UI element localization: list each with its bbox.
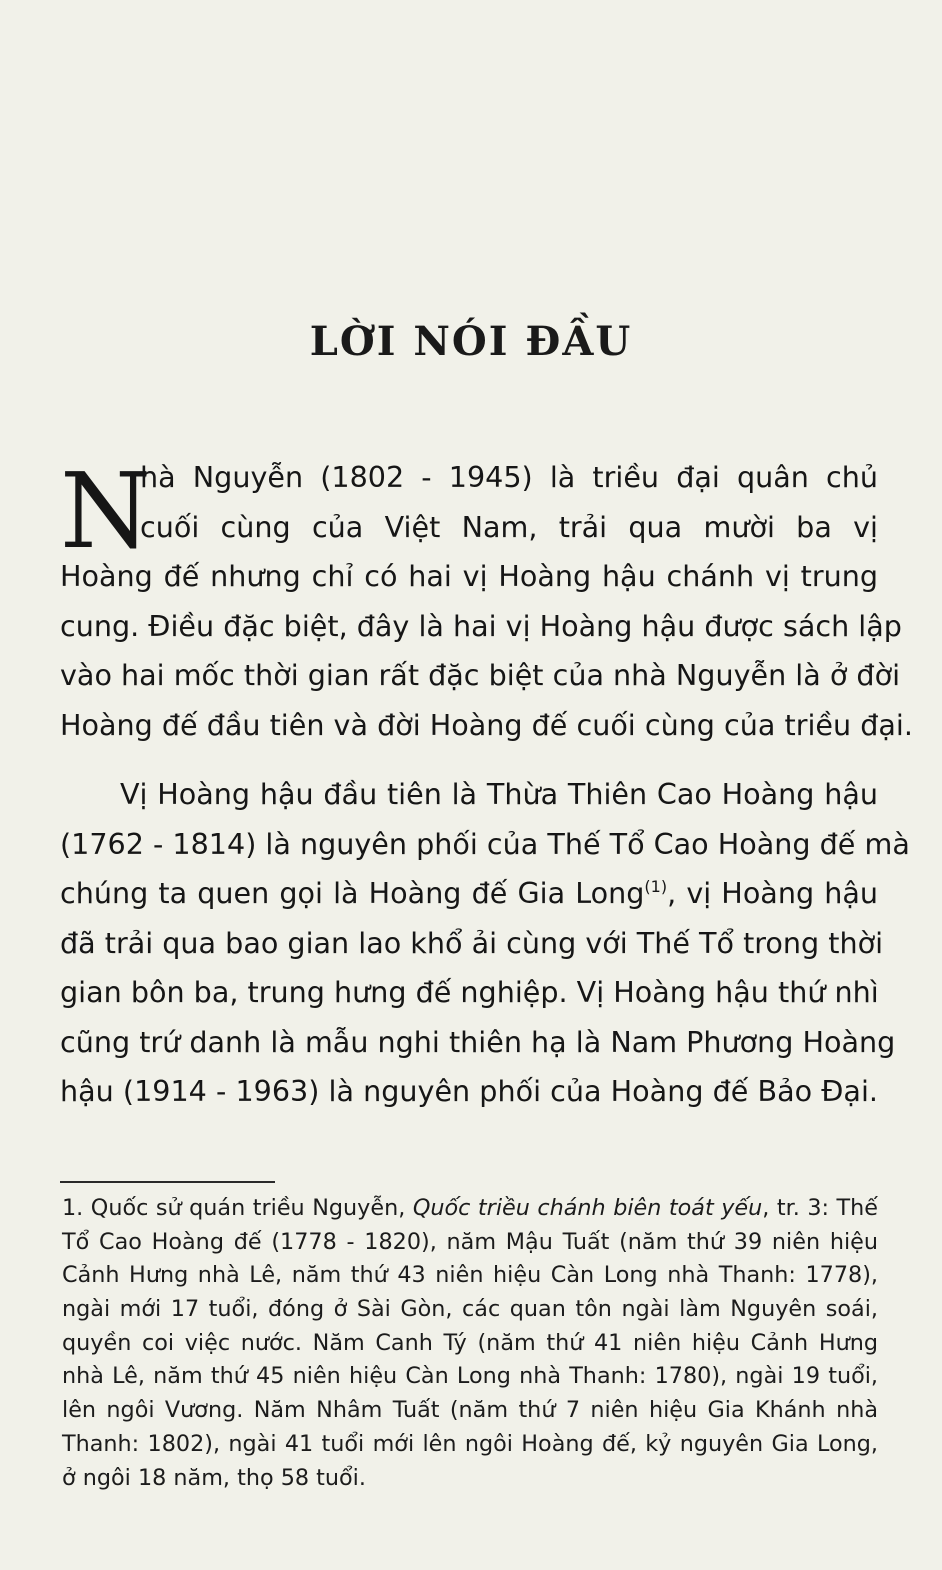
- drop-cap: N: [60, 450, 151, 572]
- footnote: [62, 1192, 878, 1495]
- paragraph-1-line: Hoàng đế nhưng chỉ có hai vị Hoàng hậu chánh vị trung: [60, 559, 878, 593]
- footnote-divider: [60, 1181, 275, 1183]
- paragraph-2-line: (1762 - 1814) là nguyên phối của Thế Tổ Cao Hoàng đế mà: [60, 826, 910, 861]
- paragraph-2-text: , vị Hoàng hậu: [667, 876, 879, 910]
- footnote-line: [62, 1192, 878, 1226]
- paragraph-2-line: Vị Hoàng hậu đầu tiên là Thừa Thiên Cao Hoàng hậu: [120, 777, 878, 811]
- footnote-line: Cảnh Hưng nhà Lê, năm thứ 43 niên hiệu Càn Long nhà Thanh: 1778),: [62, 1262, 878, 1289]
- paragraph-1-line: cung. Điều đặc biệt, đây là hai vị Hoàng hậu được sách lập: [60, 608, 902, 643]
- paragraph-1-line: hà Nguyễn (1802 - 1945) là triều đại quân chủ: [140, 460, 878, 494]
- paragraph-2-line: đã trải qua bao gian lao khổ ải cùng với Thế Tổ trong thời: [60, 925, 884, 960]
- footnote-book-title: Quốc triều chánh biên toát yếu: [412, 1195, 763, 1221]
- paragraph-2: [60, 770, 910, 1117]
- paragraph-2-text: chúng ta quen gọi là Hoàng đế Gia Long: [60, 876, 645, 910]
- footnote-line: ngài mới 17 tuổi, đóng ở Sài Gòn, các quan tôn ngài làm Nguyên soái,: [62, 1296, 878, 1323]
- footnote-line: lên ngôi Vương. Năm Nhâm Tuất (năm thứ 7 niên hiệu Gia Khánh nhà: [62, 1397, 878, 1424]
- paragraph-1: [60, 450, 913, 750]
- page-title: LỜI NÓI ĐẦU: [309, 318, 633, 365]
- paragraph-2-line: cũng trứ danh là mẫu nghi thiên hạ là Nam Phương Hoàng: [60, 1024, 896, 1059]
- footnote-text: , tr. 3: Thế: [762, 1195, 879, 1221]
- paragraph-2-line: gian bôn ba, trung hưng đế nghiệp. Vị Hoàng hậu thứ nhì: [60, 975, 879, 1009]
- footnote-reference[interactable]: (1): [644, 877, 668, 896]
- footnote-line: Tổ Cao Hoàng đế (1778 - 1820), năm Mậu Tuất (năm thứ 39 niên hiệu: [62, 1228, 878, 1255]
- footnote-line: Thanh: 1802), ngài 41 tuổi mới lên ngôi Hoàng đế, kỷ nguyên Gia Long,: [62, 1430, 878, 1457]
- footnote-line: ở ngôi 18 năm, thọ 58 tuổi.: [62, 1464, 366, 1491]
- paragraph-2-line-with-footnote-ref: [60, 869, 878, 919]
- paragraph-1-line: vào hai mốc thời gian rất đặc biệt của nhà Nguyễn là ở đời: [60, 658, 901, 692]
- paragraph-1-line: cuối cùng của Việt Nam, trải qua mười ba vị: [140, 509, 878, 544]
- footnote-line: nhà Lê, năm thứ 45 niên hiệu Càn Long nhà Thanh: 1780), ngài 19 tuổi,: [62, 1363, 878, 1390]
- footnote-text: 1. Quốc sử quán triều Nguyễn,: [62, 1195, 413, 1221]
- paragraph-1-line: Hoàng đế đầu tiên và đời Hoàng đế cuối cùng của triều đại.: [60, 707, 913, 742]
- paragraph-2-line: hậu (1914 - 1963) là nguyên phối của Hoàng đế Bảo Đại.: [60, 1074, 878, 1108]
- footnote-line: quyền coi việc nước. Năm Canh Tý (năm thứ 41 niên hiệu Cảnh Hưng: [62, 1329, 878, 1356]
